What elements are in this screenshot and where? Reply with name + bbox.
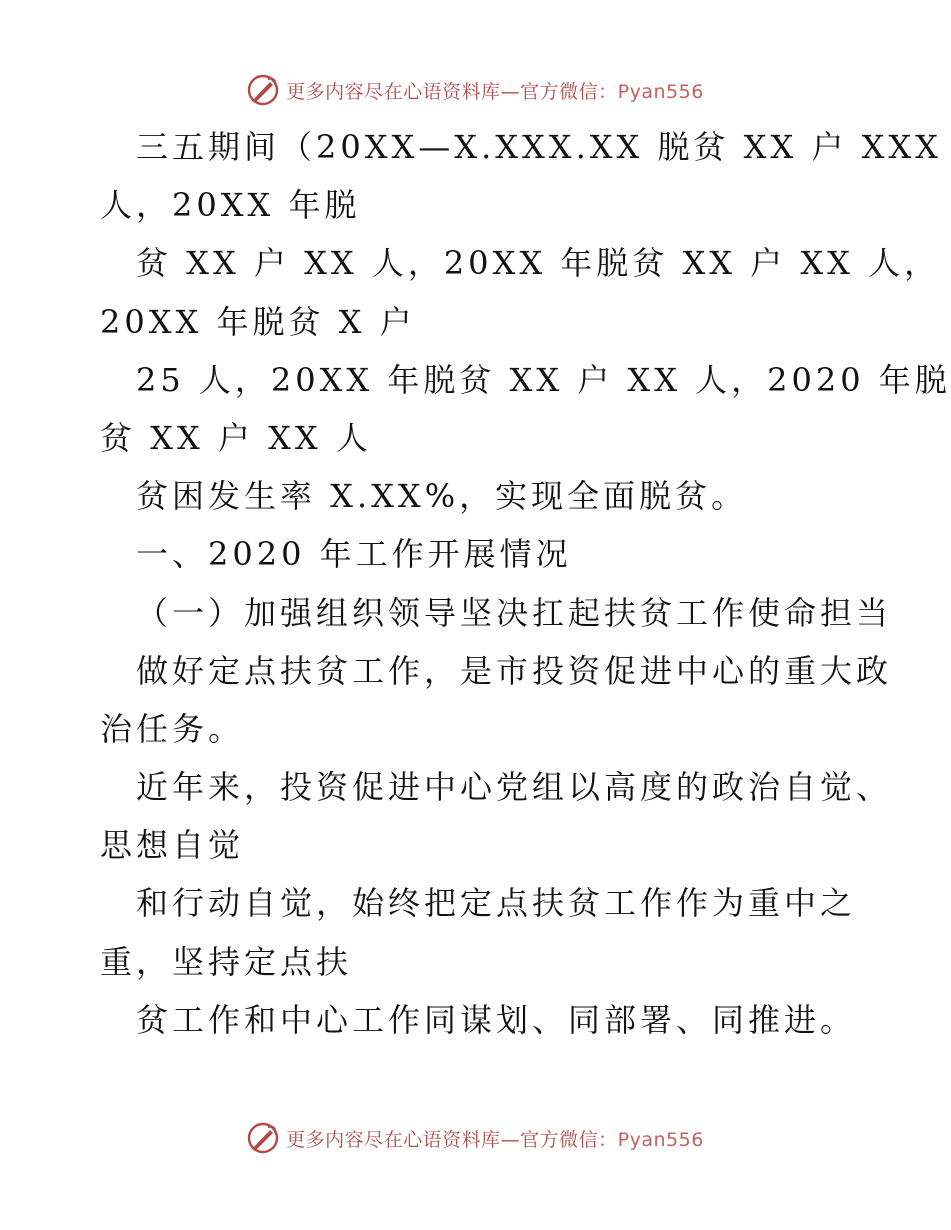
text-line: 近年来，投资促进中心党组以高度的政治自觉、 (136, 768, 893, 807)
text-line: 做好定点扶贫工作，是市投资促进中心的重大政 (136, 651, 893, 690)
footer-watermark (0, 1118, 950, 1158)
quill-logo-icon (246, 1121, 280, 1155)
watermark-text: 更多内容尽在心语资料库—官方微信：Pyan556 (286, 1128, 704, 1151)
header-watermark (0, 70, 950, 110)
watermark-handle: Pyan556 (617, 1128, 704, 1151)
text-line: 贫 XX 户 XX 人 (100, 418, 372, 457)
text-line: 思想自觉 (100, 826, 245, 865)
text-line: （一）加强组织领导坚决扛起扶贫工作使命担当 (136, 593, 893, 632)
text-line: 一、2020 年工作开展情况 (136, 535, 572, 574)
text-line: 三五期间（20XX—X.XXX.XX 脱贫 XX 户 XXX (136, 128, 942, 166)
text-line: 贫 XX 户 XX 人，20XX 年脱贫 XX 户 XX 人， (136, 244, 941, 283)
text-line: 人，20XX 年脱 (100, 186, 361, 225)
text-line: 贫工作和中心工作同谋划、同部署、同推进。 (136, 1000, 857, 1039)
text-line: 25 人，20XX 年脱贫 XX 户 XX 人，2020 年脱 (136, 360, 951, 399)
quill-logo-icon (246, 73, 280, 107)
text-line: 治任务。 (100, 709, 245, 748)
watermark-handle: Pyan556 (617, 80, 704, 103)
text-line: 和行动自觉，始终把定点扶贫工作作为重中之 (136, 884, 857, 923)
document-body (100, 118, 951, 1049)
text-line: 重，坚持定点扶 (100, 942, 353, 981)
watermark-text: 更多内容尽在心语资料库—官方微信：Pyan556 (286, 80, 704, 103)
text-line: 20XX 年脱贫 X 户 (100, 302, 416, 341)
text-line: 贫困发生率 X.XX%，实现全面脱贫。 (136, 477, 748, 516)
